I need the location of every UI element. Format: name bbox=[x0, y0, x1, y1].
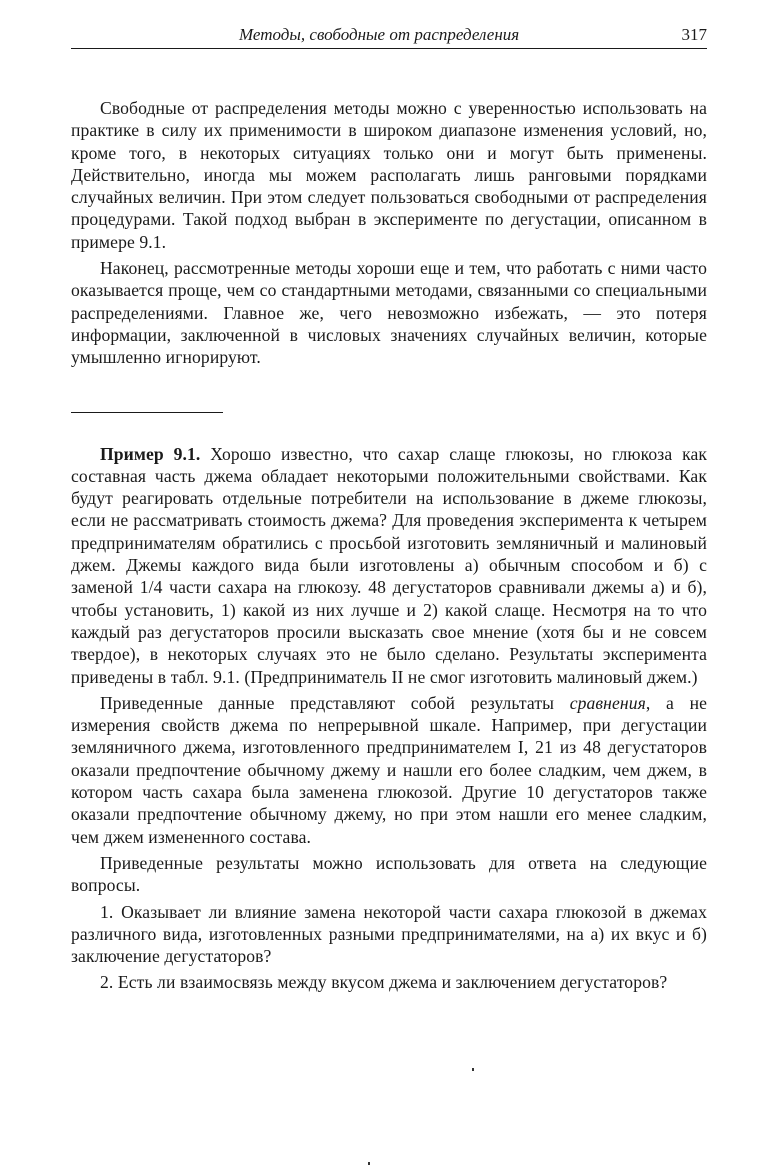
example-p2-after: , а не измерения свойств джема по непрерывной шкале. Например, при дегустации земляничного джема, изготовленного предпринимателем I, 21 из 48 дегустаторов оказали предпочтение обычному джему и нашли его более сладким, чем джем, в котором часть сахара была заменена глюкозой. Другие 10 дегустаторов также оказали предпочтение обычному джему, но при этом нашли его менее сладким, чем джем измененного состава. bbox=[71, 692, 707, 847]
example-paragraph-1 bbox=[71, 443, 707, 688]
print-speck bbox=[368, 1162, 370, 1165]
footnote-rule bbox=[71, 412, 223, 413]
print-speck bbox=[472, 1068, 474, 1071]
example-paragraph-2 bbox=[71, 692, 707, 848]
example-p2-before: Приведенные данные представляют собой результаты bbox=[100, 692, 570, 713]
page-number: 317 bbox=[681, 25, 707, 44]
question-2: 2. Есть ли взаимосвязь между вкусом джема и заключением дегустаторов? bbox=[100, 972, 668, 993]
book-page bbox=[71, 22, 707, 994]
example-9-1 bbox=[71, 443, 707, 994]
paragraph-1: Свободные от распределения методы можно с уверенностью использовать на практике в силу их применимости в широком диапазоне изменения условий, но, кроме того, в некоторых ситуациях только они и могут быть применены. Действительно, иногда мы можем располагать лишь ранговыми порядками случайных величин. При этом следует пользоваться свободными от распределения процедурами. Такой подход выбран в эксперименте по дегустации, описанном в примере 9.1. bbox=[71, 98, 707, 252]
example-paragraph-3: Приведенные результаты можно использовать для ответа на следующие вопросы. bbox=[71, 852, 707, 896]
example-lead: Пример 9.1. bbox=[100, 443, 201, 464]
main-text bbox=[71, 97, 707, 369]
running-header bbox=[71, 22, 707, 49]
example-p1-text: Хорошо известно, что сахар слаще глюкозы, но глюкоза как составная часть джема обладает некоторыми положительными свойствами. Как будут реагировать отдельные потребители на использование в джеме глюкозы, если не рассматривать стоимость джема? Для проведения эксперимента к четырем предпринимателям обратились с просьбой изготовить земляничный и малиновый джем. Джемы каждого вида были изготовлены а) обычным способом и б) с заменой 1/4 части сахара на глюкозу. 48 дегустаторов сравнивали джемы а) и б), чтобы установить, 1) какой из них лучше и 2) какой слаще. Несмотря на то что каждый раз дегустаторов просили высказать свое мнение (хотя бы и не совсем твердое), в некоторых случаях это не было сделано. Результаты эксперимента приведены в табл. 9.1. (Предприниматель II не смог изготовить малиновый джем.) bbox=[71, 443, 708, 687]
running-title: Методы, свободные от распределения bbox=[239, 25, 520, 44]
example-p2-emphasis: сравнения bbox=[569, 692, 646, 713]
paragraph-2: Наконец, рассмотренные методы хороши еще и тем, что работать с ними часто оказывается проще, чем со стандартными методами, связанными со специальными распределениями. Главное же, чего невозможно избежать, — это потеря информации, заключенной в числовых значениях случайных величин, которые умышленно игнорируют. bbox=[71, 258, 707, 368]
question-1: 1. Оказывает ли влияние замена некоторой части сахара глюкозой в джемах различного вида, изготовленных разными предпринимателями, на а) их вкус и б) заключение дегустаторов? bbox=[71, 901, 707, 967]
